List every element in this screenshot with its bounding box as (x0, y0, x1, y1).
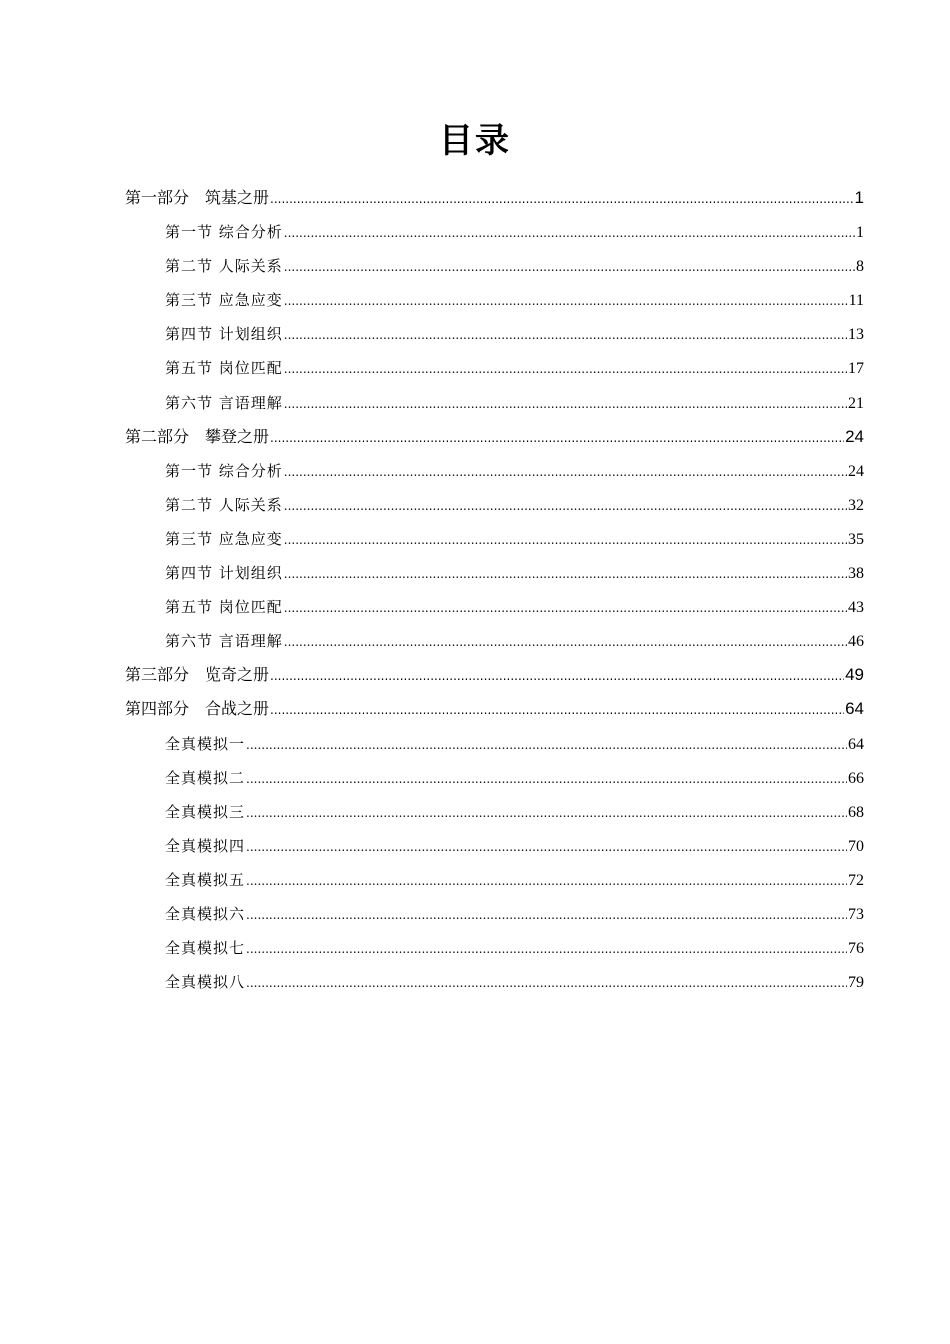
toc-section-entry[interactable] (0, 863, 864, 897)
toc-section-entry[interactable] (0, 283, 864, 317)
toc-section-entry[interactable] (0, 931, 864, 965)
toc-entry-label: 第六节 言语理解 (165, 632, 283, 651)
toc-entry-page-number: 24 (845, 426, 864, 446)
dot-leader (284, 387, 847, 421)
toc-entry-label: 第二节 人际关系 (165, 257, 283, 276)
toc-entry-page-number: 68 (848, 803, 864, 821)
toc-entry-page-number: 43 (848, 599, 864, 617)
toc-entry-page-number: 73 (848, 905, 864, 923)
toc-entry-page-number: 79 (848, 974, 864, 992)
toc-part-entry[interactable] (0, 692, 864, 726)
toc-entry-label: 第一节 综合分析 (165, 223, 283, 242)
dot-leader (284, 625, 847, 659)
toc-section-entry[interactable] (0, 761, 864, 795)
dot-leader (270, 182, 854, 216)
toc-entry-page-number: 72 (848, 871, 864, 889)
toc-section-entry[interactable] (0, 386, 864, 420)
toc-section-entry[interactable] (0, 624, 864, 658)
toc-entry-label: 全真模拟三 (165, 802, 246, 821)
toc-entry-page-number: 1 (854, 188, 864, 207)
toc-entry-page-number: 76 (848, 940, 864, 958)
dot-leader (284, 489, 847, 523)
toc-entry-page-number: 17 (848, 360, 864, 378)
toc-entry-page-number: 46 (848, 633, 864, 651)
toc-entry-page-number: 49 (845, 665, 864, 685)
toc-section-entry[interactable] (0, 317, 864, 351)
toc-entry-page-number: 64 (845, 699, 864, 719)
dot-leader (246, 898, 847, 932)
dot-leader (246, 796, 847, 830)
toc-entry-label: 第四部分 合战之册 (125, 699, 270, 719)
dot-leader (246, 762, 847, 796)
toc-section-entry[interactable] (0, 556, 864, 590)
toc-entry-label: 第一部分 筑基之册 (125, 188, 270, 207)
toc-entry-page-number: 32 (848, 496, 864, 514)
toc-part-entry[interactable] (0, 658, 864, 692)
toc-entry-label: 第四节 计划组织 (165, 325, 283, 344)
toc-entry-label: 全真模拟五 (165, 870, 246, 889)
toc-entry-page-number: 66 (848, 769, 864, 787)
toc-section-entry[interactable] (0, 488, 864, 522)
dot-leader (284, 216, 855, 250)
dot-leader (284, 523, 847, 557)
toc-entry-label: 全真模拟一 (165, 734, 246, 753)
toc-entry-page-number: 21 (848, 394, 864, 412)
toc-entry-page-number: 13 (848, 326, 864, 344)
dot-leader (270, 693, 844, 727)
toc-section-entry[interactable] (0, 522, 864, 556)
dot-leader (246, 728, 847, 762)
toc-entry-label: 全真模拟七 (165, 939, 246, 958)
toc-section-entry[interactable] (0, 897, 864, 931)
toc-entry-page-number: 8 (856, 258, 864, 276)
dot-leader (284, 318, 847, 352)
toc-section-entry[interactable] (0, 249, 864, 283)
dot-leader (284, 250, 855, 284)
toc-section-entry[interactable] (0, 829, 864, 863)
toc-section-entry[interactable] (0, 454, 864, 488)
toc-entry-label: 全真模拟六 (165, 904, 246, 923)
toc-entry-page-number: 70 (848, 837, 864, 855)
dot-leader (246, 932, 847, 966)
toc-part-entry[interactable] (0, 181, 864, 215)
dot-leader (270, 659, 844, 693)
dot-leader (270, 421, 844, 455)
toc-entry-label: 第五节 岗位匹配 (165, 598, 283, 617)
toc-entry-page-number: 11 (848, 292, 864, 310)
page-title: 目录 (439, 121, 511, 161)
toc-entry-page-number: 24 (848, 462, 864, 480)
toc-entry-page-number: 38 (848, 565, 864, 583)
dot-leader (246, 966, 847, 1000)
toc-section-entry[interactable] (0, 590, 864, 624)
toc-entry-page-number: 35 (848, 530, 864, 548)
toc-entry-label: 第三部分 览奇之册 (125, 665, 270, 685)
toc-section-entry[interactable] (0, 351, 864, 385)
table-of-contents (0, 181, 950, 999)
dot-leader (246, 864, 847, 898)
toc-section-entry[interactable] (0, 795, 864, 829)
toc-entry-label: 全真模拟四 (165, 836, 246, 855)
dot-leader (246, 830, 847, 864)
toc-entry-label: 第五节 岗位匹配 (165, 359, 283, 378)
dot-leader (284, 352, 847, 386)
toc-section-entry[interactable] (0, 965, 864, 999)
dot-leader (284, 591, 847, 625)
toc-entry-label: 第一节 综合分析 (165, 461, 283, 480)
toc-entry-label: 第三节 应急应变 (165, 529, 283, 548)
toc-entry-label: 第二部分 攀登之册 (125, 426, 270, 446)
toc-part-entry[interactable] (0, 420, 864, 454)
toc-entry-label: 第三节 应急应变 (165, 291, 283, 310)
dot-leader (284, 455, 847, 489)
toc-entry-page-number: 64 (848, 735, 864, 753)
toc-entry-label: 第六节 言语理解 (165, 393, 283, 412)
toc-entry-label: 全真模拟二 (165, 768, 246, 787)
toc-section-entry[interactable] (0, 215, 864, 249)
dot-leader (284, 284, 848, 318)
toc-section-entry[interactable] (0, 727, 864, 761)
dot-leader (284, 557, 847, 591)
toc-entry-page-number: 1 (856, 224, 864, 242)
toc-entry-label: 全真模拟八 (165, 973, 246, 992)
toc-entry-label: 第二节 人际关系 (165, 495, 283, 514)
toc-entry-label: 第四节 计划组织 (165, 564, 283, 583)
